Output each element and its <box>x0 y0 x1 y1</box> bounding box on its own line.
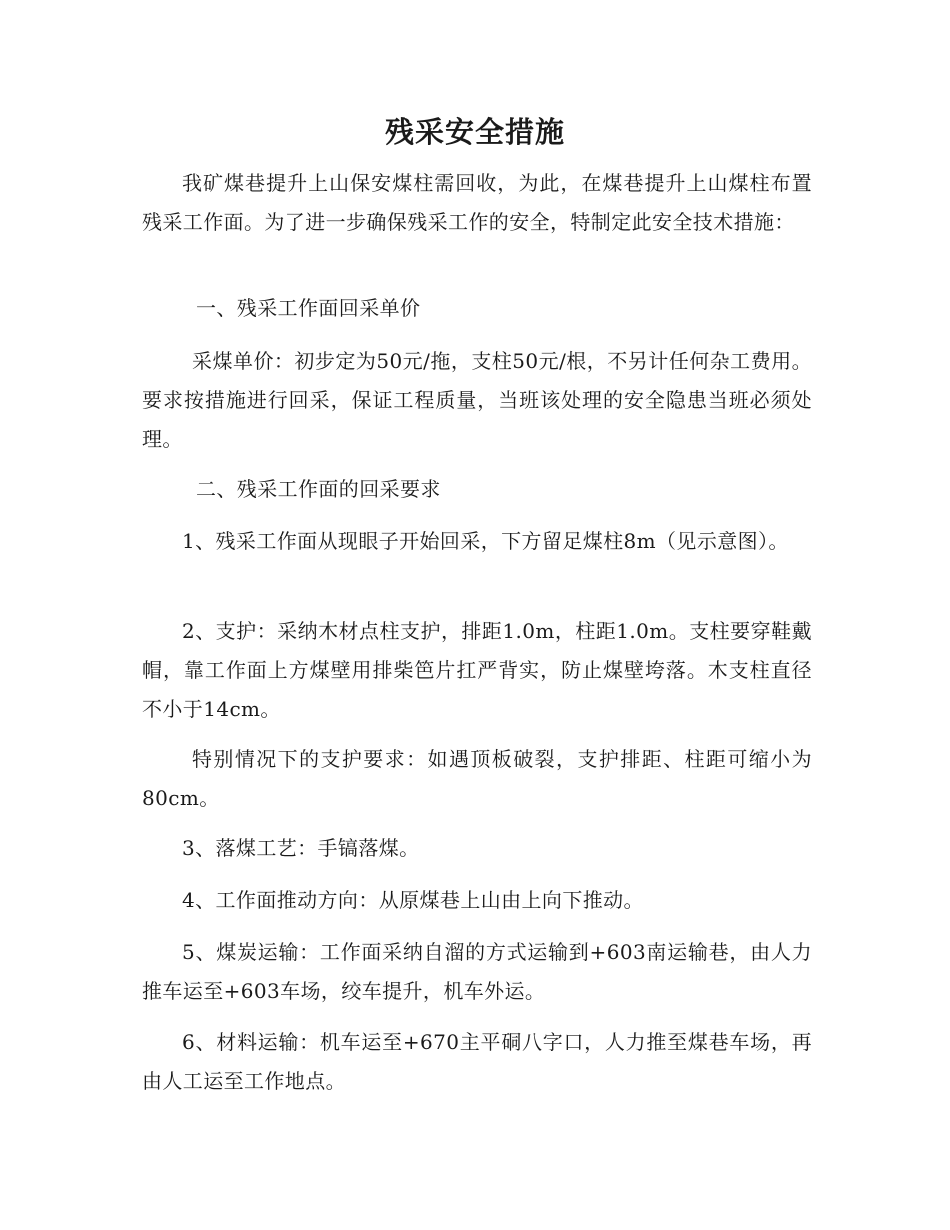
item-1-paragraph: 1、残采工作面从现眼子开始回采，下方留足煤柱8m（见示意图）。 <box>182 529 789 553</box>
item-3-paragraph: 3、落煤工艺：手镐落煤。 <box>182 836 420 860</box>
section-1-heading: 一、残采工作面回采单价 <box>196 296 421 320</box>
item-2-special-paragraph: 特别情况下的支护要求：如遇顶板破裂，支护排距、柱距可缩小为80cm。 <box>142 747 812 810</box>
section-2-heading: 二、残采工作面的回采要求 <box>196 477 441 501</box>
item-5-paragraph: 5、煤炭运输：工作面采纳自溜的方式运输到+603南运输巷，由人力推车运至+603车场，绞车提升，机车外运。 <box>142 940 812 1003</box>
document-title: 残采安全措施 <box>384 115 565 149</box>
item-2-paragraph: 2、支护：采纳木材点柱支护，排距1.0m，柱距1.0m。支柱要穿鞋戴帽，靠工作面上方煤壁用排柴笆片扛严背实，防止煤壁垮落。木支柱直径不小于14cm。 <box>142 619 812 721</box>
item-6-paragraph: 6、材料运输：机车运至+670主平硐八字口，人力推至煤巷车场，再由人工运至工作地点。 <box>142 1030 812 1093</box>
item-4-paragraph: 4、工作面推动方向：从原煤巷上山由上向下推动。 <box>182 888 644 912</box>
section-1-body: 采煤单价：初步定为50元/拖，支柱50元/根，不另计任何杂工费用。要求按措施进行回采，保证工程质量，当班该处理的安全隐患当班必须处理。 <box>142 349 812 451</box>
intro-paragraph: 我矿煤巷提升上山保安煤柱需回收，为此，在煤巷提升上山煤柱布置残采工作面。为了进一步确保残采工作的安全，特制定此安全技术措施： <box>142 171 812 234</box>
